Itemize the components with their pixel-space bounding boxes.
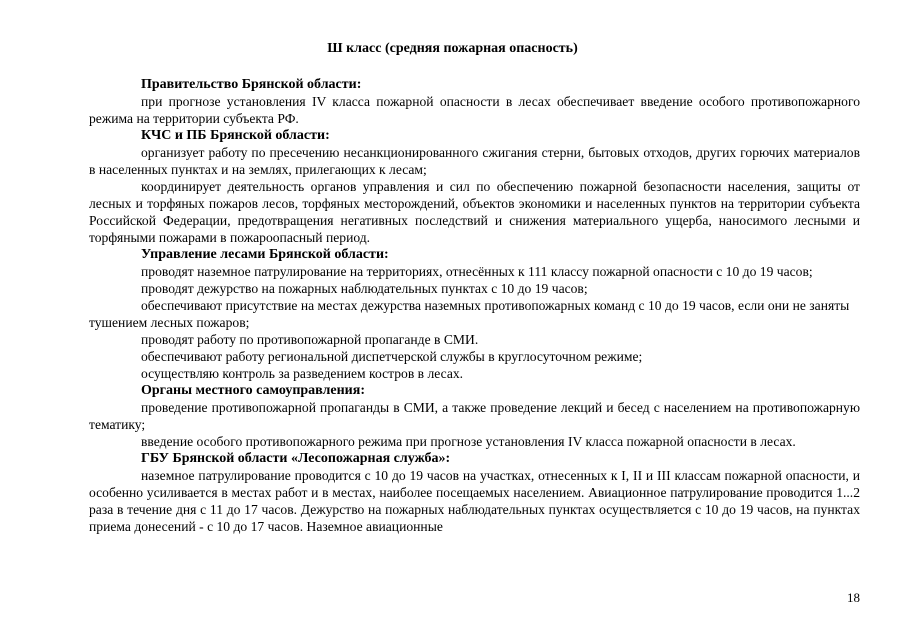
paragraph: осуществляю контроль за разведением костров в лесах.	[141, 366, 464, 381]
paragraph: координирует деятельность органов управления и сил по обеспечению пожарной безопасности населения, защиты от лесных и торфяных пожаров лесов, торфяных месторождений, объектов экономики и населенных пунктов на территории субъекта Российской Федерации, предотвращения негативных последствий и снижения материального ущерба, наносимого лесными и торфяными пожарами в пожароопасный период.	[89, 179, 860, 245]
section-heading: Правительство Брянской области:	[141, 77, 362, 92]
paragraph: при прогнозе установления IV класса пожарной опасности в лесах обеспечивает введение особого противопожарного режима на территории субъекта РФ.	[89, 94, 860, 126]
document-body	[89, 76, 860, 535]
paragraph: проводят наземное патрулирование на территориях, отнесённых к 111 классу пожарной опасности с 10 до 19 часов;	[141, 264, 813, 279]
paragraph: обеспечивают работу региональной диспетчерской службы в круглосуточном режиме;	[141, 349, 643, 364]
page-number: 18	[847, 590, 860, 605]
section-heading: Управление лесами Брянской области:	[141, 247, 389, 262]
page-title: Ш класс (средняя пожарная опасность)	[327, 41, 578, 56]
paragraph: организует работу по пресечению несанкционированного сжигания стерни, бытовых отходов, других горючих материалов в населенных пунктах и на землях, прилегающих к лесам;	[89, 145, 860, 177]
paragraph: проводят дежурство на пожарных наблюдательных пунктах с 10 до 19 часов;	[141, 281, 588, 296]
paragraph: проведение противопожарной пропаганды в СМИ, а также проведение лекций и бесед с населением на противопожарную тематику;	[89, 400, 860, 432]
section-heading: КЧС и ПБ Брянской области:	[141, 128, 330, 143]
section-heading: ГБУ Брянской области «Лесопожарная служба»:	[141, 451, 451, 466]
section-heading: Органы местного самоуправления:	[141, 383, 365, 398]
paragraph: наземное патрулирование проводится с 10 до 19 часов на участках, отнесенных к I, II и III классам пожарной опасности, и особенно усиливается в местах работ и в местах, наиболее посещаемых населением. Авиационное патрулирование проводится 1...2 раза в течение дня с 11 до 17 часов. Дежурство на пожарных наблюдательных пунктах осуществляется с 10 до 19 часов, на пунктах приема донесений - с 10 до 17 часов. Наземное авиационные	[89, 468, 860, 534]
paragraph: обеспечивают присутствие на местах дежурства наземных противопожарных команд с 10 до 19 часов, если они не заняты тушением лесных пожаров;	[89, 298, 850, 330]
paragraph: введение особого противопожарного режима при прогнозе установления IV класса пожарной опасности в лесах.	[141, 434, 796, 449]
paragraph: проводят работу по противопожарной пропаганде в СМИ.	[141, 332, 479, 347]
